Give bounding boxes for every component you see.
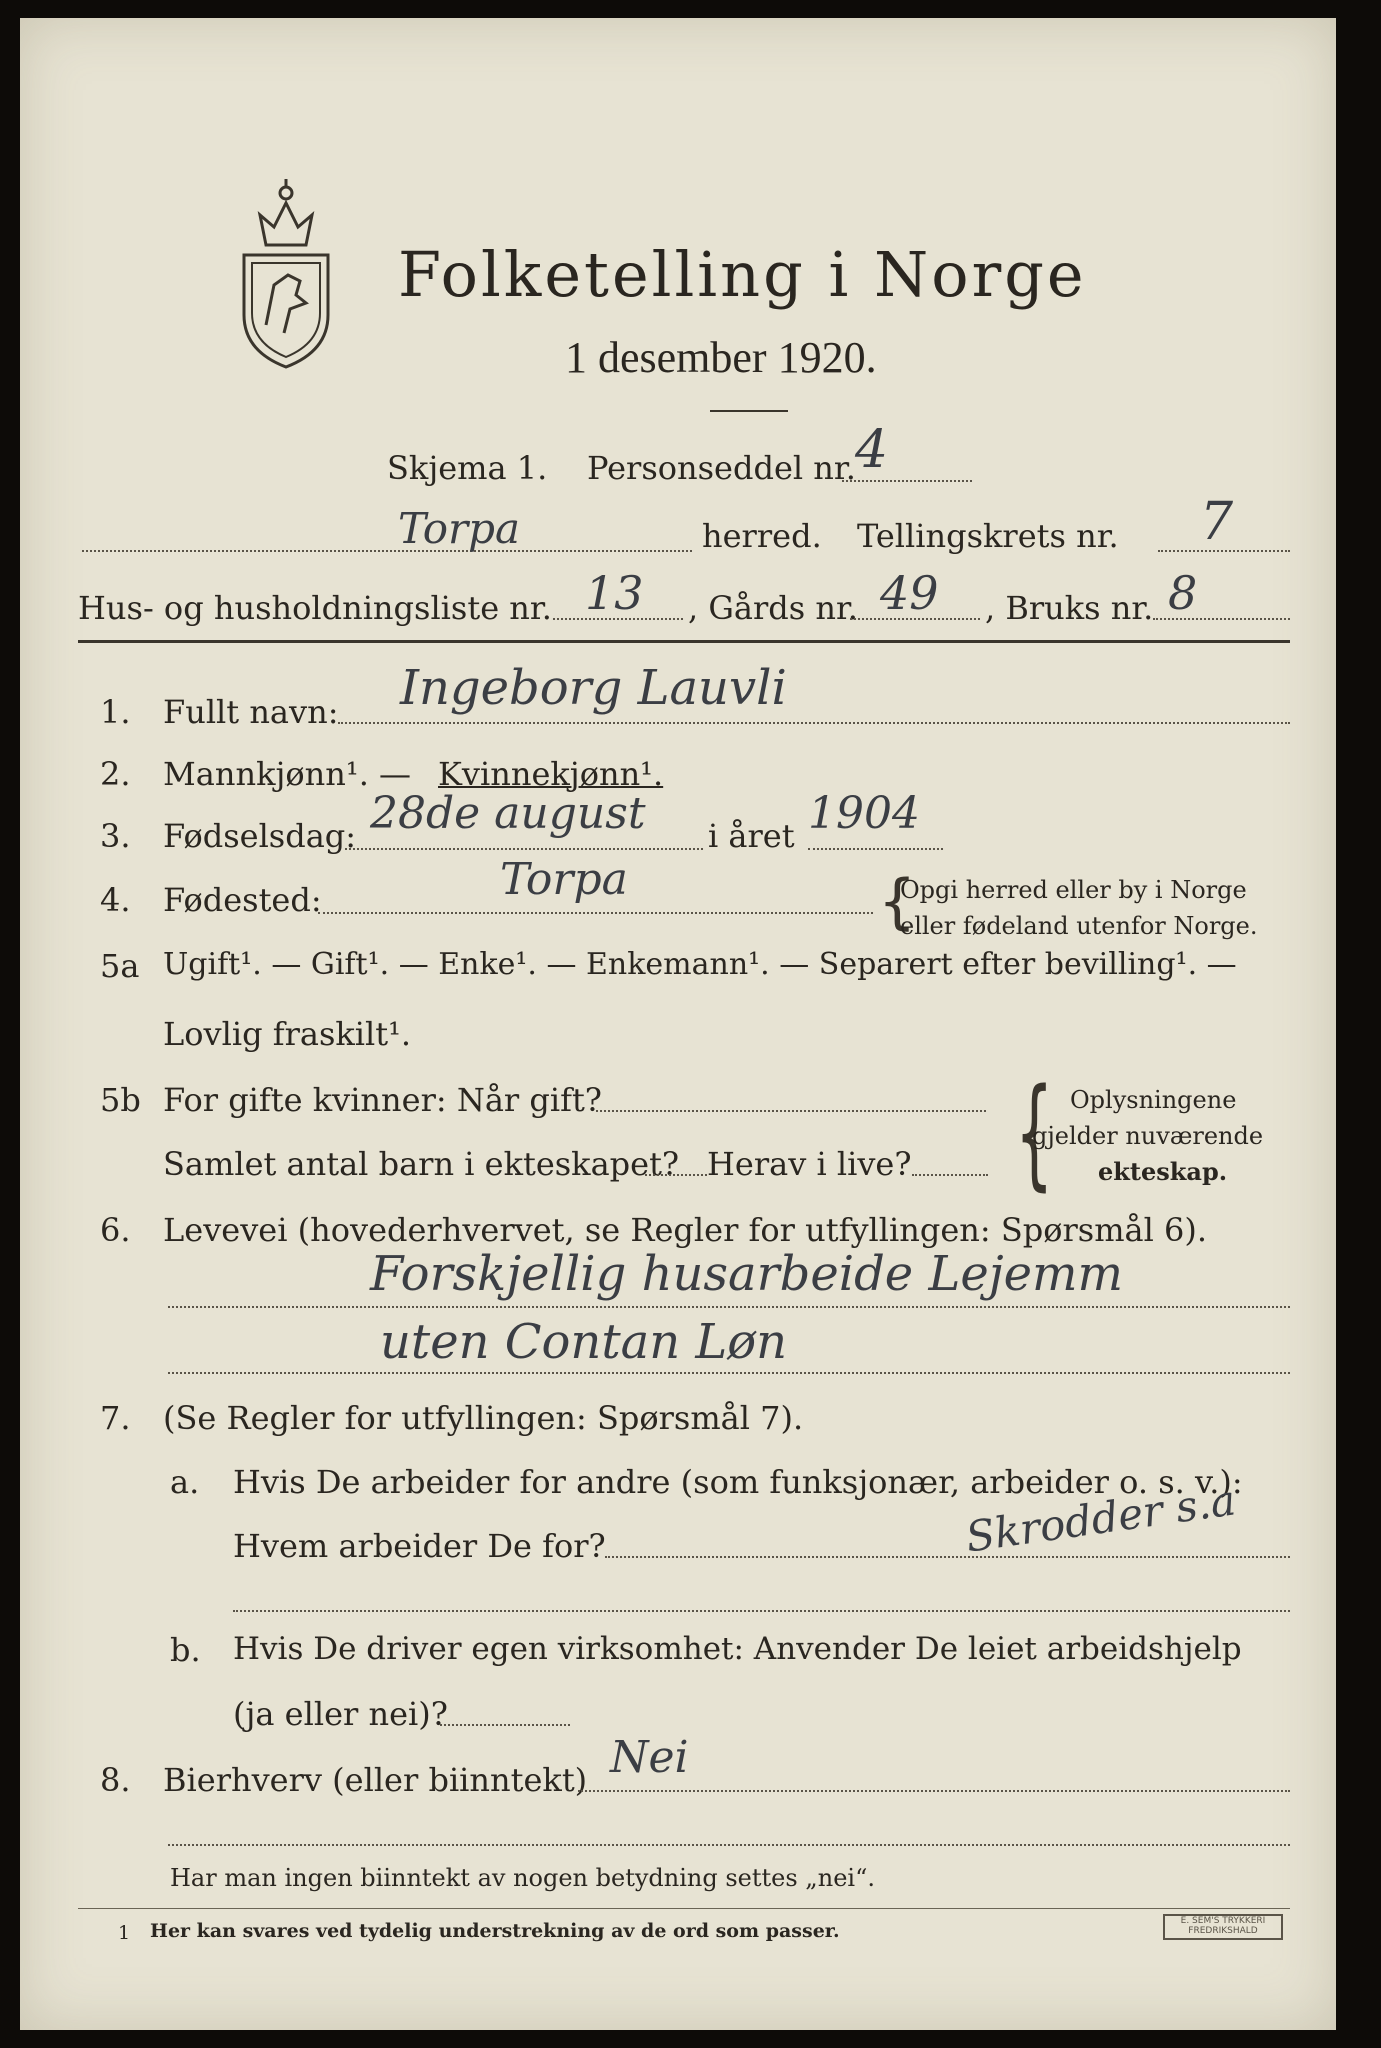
bruks-label: , Bruks nr. bbox=[985, 589, 1154, 627]
q4-number: 4. bbox=[100, 881, 131, 919]
q3-day-line bbox=[345, 848, 703, 850]
skjema-label: Skjema 1. bbox=[387, 449, 548, 487]
q7b-line-2: (ja eller nei)? bbox=[233, 1695, 448, 1733]
q3-year-label: i året bbox=[708, 817, 795, 855]
q8-number: 8. bbox=[100, 1761, 131, 1799]
q8-line-extra bbox=[168, 1844, 1290, 1846]
q7a-line-extra bbox=[233, 1610, 1290, 1612]
q1-line bbox=[338, 722, 1290, 724]
q6-label: Levevei (hovederhvervet, se Regler for utfyllingen: Spørsmål 6). bbox=[163, 1211, 1208, 1249]
q4-note-1: Opgi herred eller by i Norge bbox=[900, 876, 1247, 904]
q4-label: Fødested: bbox=[163, 881, 322, 919]
q8-answer[interactable]: Nei bbox=[610, 1732, 689, 1783]
q5b-brace: { bbox=[1015, 1064, 1054, 1203]
personseddel-label: Personseddel nr. bbox=[587, 449, 856, 487]
q1-label: Fullt navn: bbox=[163, 693, 339, 731]
q6-number: 6. bbox=[100, 1211, 131, 1249]
q6-line-2 bbox=[168, 1372, 1290, 1374]
footer-note: Har man ingen biinntekt av nogen betydning settes „nei“. bbox=[170, 1864, 875, 1892]
q7b-letter: b. bbox=[170, 1631, 201, 1669]
q5b-line-1: For gifte kvinner: Når gift? bbox=[163, 1081, 602, 1119]
q1-answer[interactable]: Ingeborg Lauvli bbox=[400, 660, 787, 716]
footer-divider bbox=[78, 1908, 1290, 1909]
herred-label: herred. bbox=[702, 517, 822, 555]
q6-line-1 bbox=[168, 1306, 1290, 1308]
q4-note-2: eller fødeland utenfor Norge. bbox=[900, 912, 1258, 940]
q5b-note-3: ekteskap. bbox=[1098, 1157, 1228, 1186]
header-divider bbox=[78, 640, 1290, 643]
q4-line bbox=[318, 912, 873, 914]
q2-mann: Mannkjønn¹. — bbox=[163, 755, 412, 793]
personseddel-line bbox=[842, 480, 972, 482]
q6-answer-1[interactable]: Forskjellig husarbeide Lejemm bbox=[370, 1246, 1124, 1302]
q2-kvinne[interactable]: Kvinnekjønn¹. bbox=[438, 755, 664, 793]
q7b-line bbox=[440, 1724, 570, 1726]
q3-year-line bbox=[808, 848, 943, 850]
q4-brace: { bbox=[878, 867, 917, 937]
census-date: 1 desember 1920. bbox=[565, 333, 877, 382]
q7b-line-1: Hvis De driver egen virksomhet: Anvender De leiet arbeidshjelp bbox=[233, 1631, 1242, 1667]
q5b-alive-label: Herav i live? bbox=[707, 1145, 912, 1183]
q5a-number: 5a bbox=[100, 947, 140, 985]
q7a-line-2: Hvem arbeider De for? bbox=[233, 1527, 606, 1565]
herred-value[interactable]: Torpa bbox=[398, 504, 521, 553]
q7a-line-1: Hvis De arbeider for andre (som funksjonær, arbeider o. s. v.): bbox=[233, 1463, 1243, 1501]
q5b-children-line bbox=[645, 1174, 707, 1176]
form-title: Folketelling i Norge bbox=[398, 238, 1087, 311]
herred-line bbox=[82, 550, 692, 552]
gards-value[interactable]: 49 bbox=[880, 566, 939, 620]
q7a-letter: a. bbox=[170, 1463, 200, 1501]
title-divider bbox=[710, 410, 788, 412]
q1-number: 1. bbox=[100, 693, 131, 731]
tellingskrets-label: Tellingskrets nr. bbox=[857, 517, 1119, 555]
q8-label: Bierhverv (eller biinntekt) bbox=[163, 1761, 588, 1799]
q5a-line-2: Lovlig fraskilt¹. bbox=[163, 1015, 412, 1053]
q5b-number: 5b bbox=[100, 1081, 141, 1119]
husliste-label: Hus- og husholdningsliste nr. bbox=[78, 589, 552, 627]
q5b-note-2: gjelder nuværende bbox=[1032, 1122, 1264, 1150]
personseddel-value[interactable]: 4 bbox=[855, 420, 889, 480]
q3-answer-year[interactable]: 1904 bbox=[808, 788, 920, 839]
gards-label: , Gårds nr. bbox=[688, 589, 858, 627]
q5b-children-label: Samlet antal barn i ekteskapet? bbox=[163, 1145, 680, 1183]
coat-of-arms-icon bbox=[230, 175, 342, 373]
q5b-note-1: Oplysningene bbox=[1070, 1086, 1237, 1114]
footnote-text: Her kan svares ved tydelig understrekning av de ord som passer. bbox=[150, 1920, 840, 1942]
q7a-line bbox=[605, 1556, 1290, 1558]
q6-answer-2[interactable]: uten Contan Løn bbox=[380, 1314, 788, 1370]
husliste-value[interactable]: 13 bbox=[585, 566, 644, 620]
q8-line bbox=[578, 1790, 1290, 1792]
q3-label: Fødselsdag: bbox=[163, 817, 357, 855]
footnote-mark: 1 bbox=[118, 1922, 131, 1944]
q5b-married-line bbox=[596, 1110, 986, 1112]
tellingskrets-value[interactable]: 7 bbox=[1200, 492, 1234, 552]
q5a-line-1: Ugift¹. — Gift¹. — Enke¹. — Enkemann¹. — Separert efter bevilling¹. — bbox=[163, 947, 1237, 982]
q2-number: 2. bbox=[100, 755, 131, 793]
q7-label: (Se Regler for utfyllingen: Spørsmål 7). bbox=[163, 1399, 804, 1437]
printer-stamp: E. SEM'S TRYKKERI FREDRIKSHALD bbox=[1163, 1914, 1283, 1940]
q3-answer-day[interactable]: 28de august bbox=[370, 788, 646, 839]
q7-number: 7. bbox=[100, 1399, 131, 1437]
q5b-alive-line bbox=[912, 1174, 988, 1176]
q7a-answer[interactable]: Skrodder s.a bbox=[962, 1475, 1239, 1562]
bruks-value[interactable]: 8 bbox=[1168, 566, 1198, 620]
q4-answer[interactable]: Torpa bbox=[500, 854, 628, 905]
q3-number: 3. bbox=[100, 817, 131, 855]
